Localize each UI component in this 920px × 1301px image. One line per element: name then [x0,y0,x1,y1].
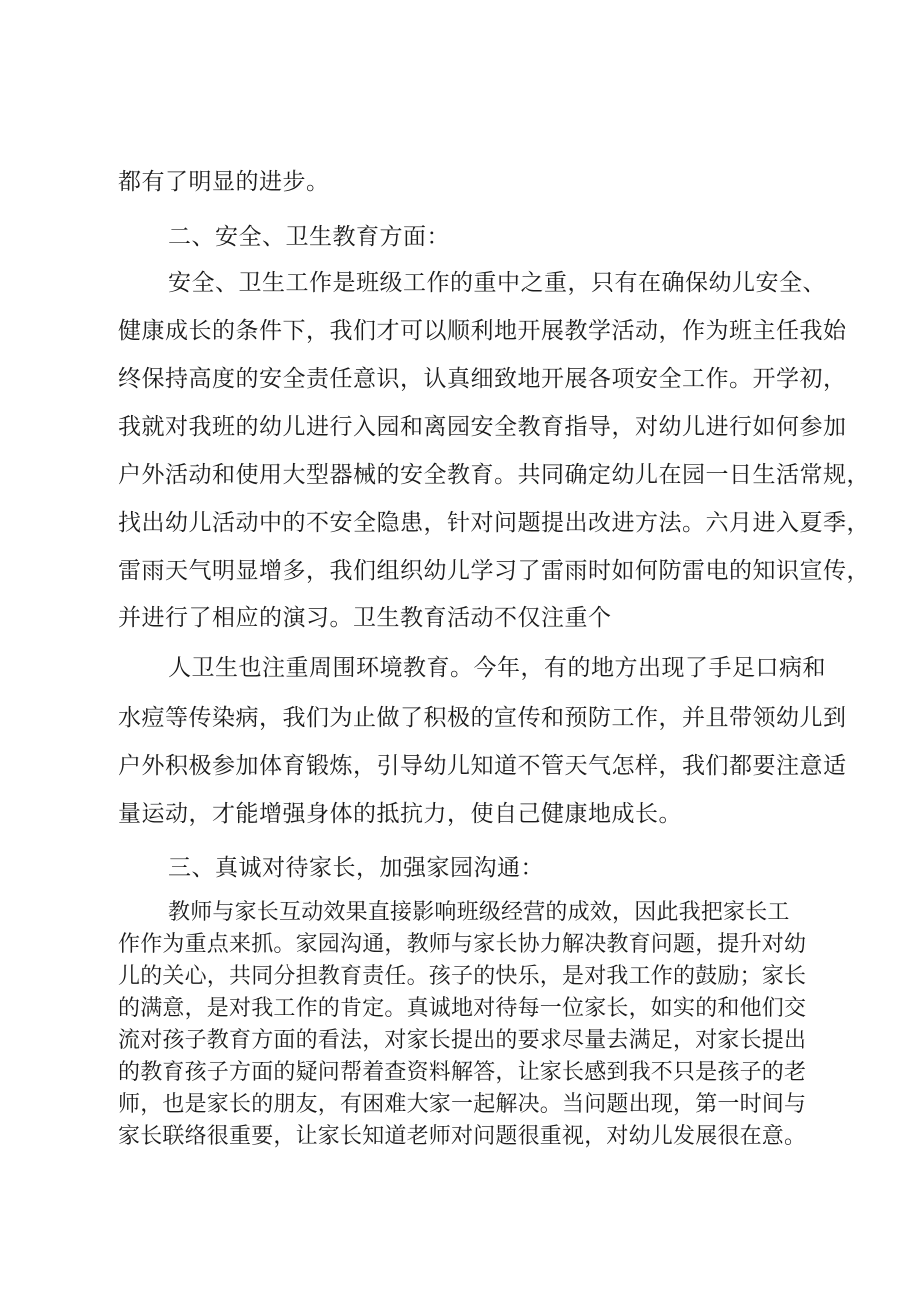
paragraph-line: 量运动，才能增强身体的抵抗力，使自己健康地成长。 [118,801,682,827]
section-heading-parents: 三、真诚对待家长，加强家园沟通： [168,855,544,881]
paragraph-line: 终保持高度的安全责任意识，认真细致地开展各项安全工作。开学初， [118,366,847,392]
paragraph-line: 儿的关心，共同分担教育责任。孩子的快乐，是对我工作的鼓励；家长 [118,964,807,989]
paragraph-line: 户外积极参加体育锻炼，引导幼儿知道不管天气怎样，我们都要注意适 [118,753,847,779]
paragraph-line: 安全、卫生工作是班级工作的重中之重，只有在确保幼儿安全、 [168,270,826,296]
paragraph-line: 作作为重点来抓。家园沟通，教师与家长协力解决教育问题，提升对幼 [118,932,807,957]
paragraph-line: 家长联络很重要，让家长知道老师对问题很重视，对幼儿发展很在意。 [118,1124,807,1149]
section-heading-safety: 二、安全、卫生教育方面： [168,224,450,250]
paragraph-line: 雷雨天气明显增多，我们组织幼儿学习了雷雨时如何防雷电的知识宣传， [118,558,870,584]
paragraph-line: 水痘等传染病，我们为止做了积极的宣传和预防工作，并且带领幼儿到 [118,705,847,731]
paragraph-line: 师，也是家长的朋友，有困难大家一起解决。当问题出现，第一时间与 [118,1092,807,1117]
paragraph-line: 健康成长的条件下，我们才可以顺利地开展教学活动，作为班主任我始 [118,318,847,344]
paragraph-line: 户外活动和使用大型器械的安全教育。共同确定幼儿在园一日生活常规， [118,462,870,488]
paragraph-line: 并进行了相应的演习。卫生教育活动不仅注重个 [118,605,612,631]
paragraph-line: 人卫生也注重周围环境教育。今年，有的地方出现了手足口病和 [168,655,826,681]
paragraph-continuation: 都有了明显的进步。 [118,169,330,195]
paragraph-line: 流对孩子教育方面的看法，对家长提出的要求尽量去满足，对家长提出 [118,1028,807,1053]
paragraph-line: 我就对我班的幼儿进行入园和离园安全教育指导，对幼儿进行如何参加 [118,414,847,440]
paragraph-line: 教师与家长互动效果直接影响班级经营的成效，因此我把家长工 [168,900,790,925]
paragraph-line: 找出幼儿活动中的不安全隐患，针对问题提出改进方法。六月进入夏季， [118,510,870,536]
paragraph-line: 的教育孩子方面的疑问帮着查资料解答，让家长感到我不只是孩子的老 [118,1060,807,1085]
paragraph-line: 的满意，是对我工作的肯定。真诚地对待每一位家长，如实的和他们交 [118,996,807,1021]
